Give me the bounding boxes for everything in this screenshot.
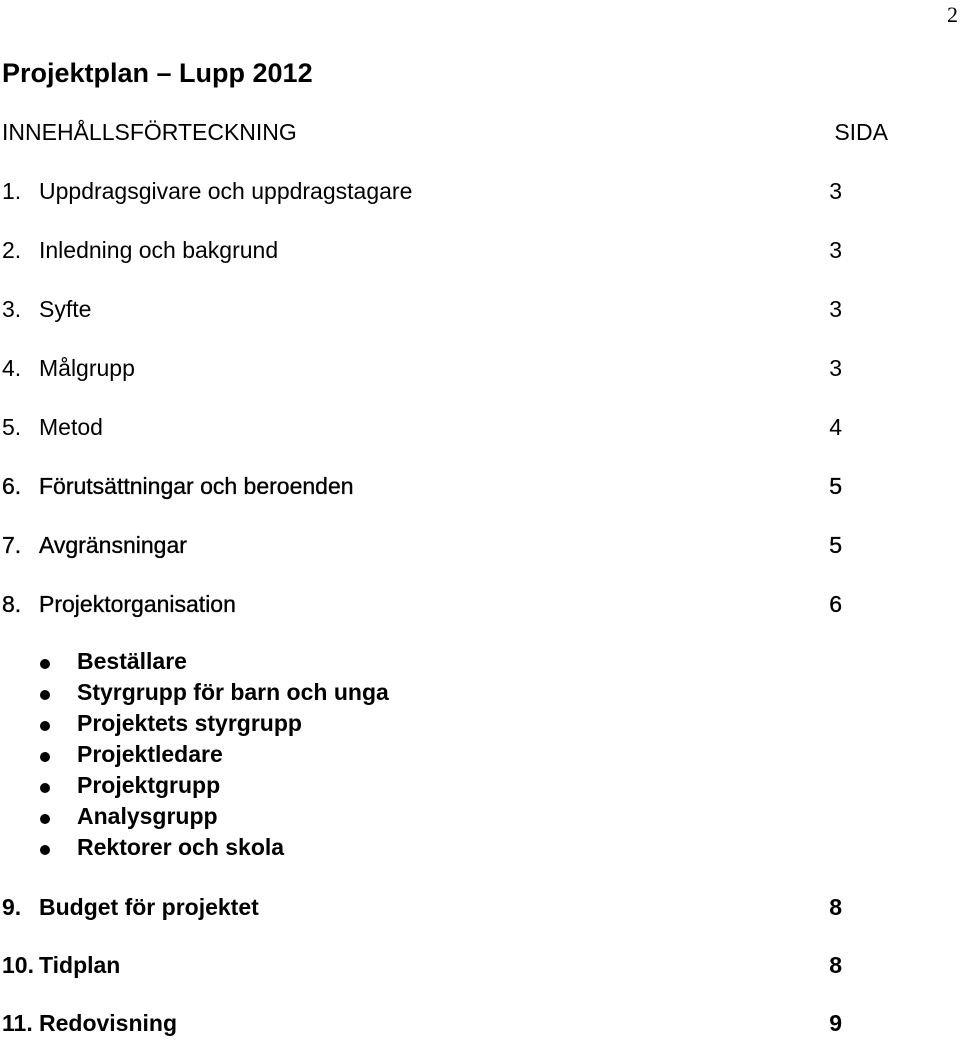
list-item-label: Beställare — [77, 648, 187, 674]
toc-entry-number: 3. — [2, 296, 22, 322]
bullet-icon — [40, 783, 50, 793]
toc-entry[interactable] — [2, 237, 842, 267]
toc-entry[interactable] — [2, 414, 842, 444]
toc-entry[interactable] — [2, 355, 842, 385]
toc-entry-number: 2. — [2, 237, 22, 263]
toc-page-heading: SIDA — [834, 119, 888, 145]
toc-entry-page: 9 — [829, 1010, 842, 1036]
toc-entry-number: 11. — [2, 1010, 33, 1036]
bullet-icon — [40, 659, 50, 669]
toc-entry-page: 5 — [829, 532, 842, 558]
list-item — [40, 679, 389, 710]
list-item — [40, 741, 389, 772]
bullet-icon — [40, 752, 50, 762]
toc-entry[interactable] — [2, 296, 842, 326]
list-item-label: Styrgrupp för barn och unga — [77, 679, 389, 705]
toc-entry-title: Projektorganisation — [39, 591, 236, 617]
list-item — [40, 803, 389, 834]
toc-entry[interactable] — [2, 178, 842, 208]
bullet-icon — [40, 690, 50, 700]
toc-entry-page: 8 — [829, 894, 842, 920]
toc-entry-number: 6. — [2, 473, 22, 499]
bullet-icon — [40, 721, 50, 731]
toc-entry[interactable] — [2, 952, 842, 982]
list-item-label: Projektets styrgrupp — [77, 710, 302, 736]
bullet-icon — [40, 814, 50, 824]
toc-entry-page: 6 — [829, 591, 842, 617]
toc-entry-title: Målgrupp — [39, 355, 135, 381]
list-item — [40, 710, 389, 741]
toc-entry[interactable] — [2, 894, 842, 924]
toc-entry-page: 3 — [829, 296, 842, 322]
toc-entry[interactable] — [2, 532, 842, 562]
toc-entry-title: Syfte — [39, 296, 92, 322]
toc-entry-number: 8. — [2, 591, 22, 617]
toc-entry[interactable] — [2, 1010, 842, 1040]
toc-entry-page: 3 — [829, 178, 842, 204]
toc-entry-page: 3 — [829, 355, 842, 381]
list-item — [40, 834, 389, 865]
toc-entry-title: Redovisning — [39, 1010, 178, 1036]
toc-entry-title: Tidplan — [39, 952, 121, 978]
toc-entry-page: 5 — [829, 473, 842, 499]
toc-entry-page: 8 — [829, 952, 842, 978]
toc-entry-number: 5. — [2, 414, 22, 440]
toc-entry-title: Inledning och bakgrund — [39, 237, 279, 263]
list-item-label: Analysgrupp — [77, 803, 218, 829]
toc-entry-page: 3 — [829, 237, 842, 263]
toc-entry-number: 4. — [2, 355, 22, 381]
toc-entry[interactable] — [2, 591, 842, 621]
toc-header — [2, 119, 888, 146]
toc-entry-number: 7. — [2, 532, 22, 558]
toc-entry-number: 1. — [2, 178, 22, 204]
toc-heading: INNEHÅLLSFÖRTECKNING — [2, 119, 297, 145]
toc-entry-title: Avgränsningar — [39, 532, 187, 558]
toc-entry-title: Metod — [39, 414, 103, 440]
list-item-label: Projektgrupp — [77, 772, 221, 798]
toc-entry-number: 10. — [2, 952, 34, 978]
list-item-label: Projektledare — [77, 741, 223, 767]
toc-entry-title: Uppdragsgivare och uppdragstagare — [39, 178, 413, 204]
toc-entry-page: 4 — [829, 414, 842, 440]
document-title: Projektplan – Lupp 2012 — [2, 58, 313, 88]
toc-entry[interactable] — [2, 473, 842, 503]
toc-entry-title: Budget för projektet — [39, 894, 259, 920]
toc-entry-number: 9. — [2, 894, 22, 920]
bullet-icon — [40, 845, 50, 855]
list-item — [40, 772, 389, 803]
list-item — [40, 648, 389, 679]
page-number: 2 — [947, 2, 958, 27]
list-item-label: Rektorer och skola — [77, 834, 285, 860]
toc-entry-title: Förutsättningar och beroenden — [39, 473, 354, 499]
organisation-list — [40, 648, 389, 865]
